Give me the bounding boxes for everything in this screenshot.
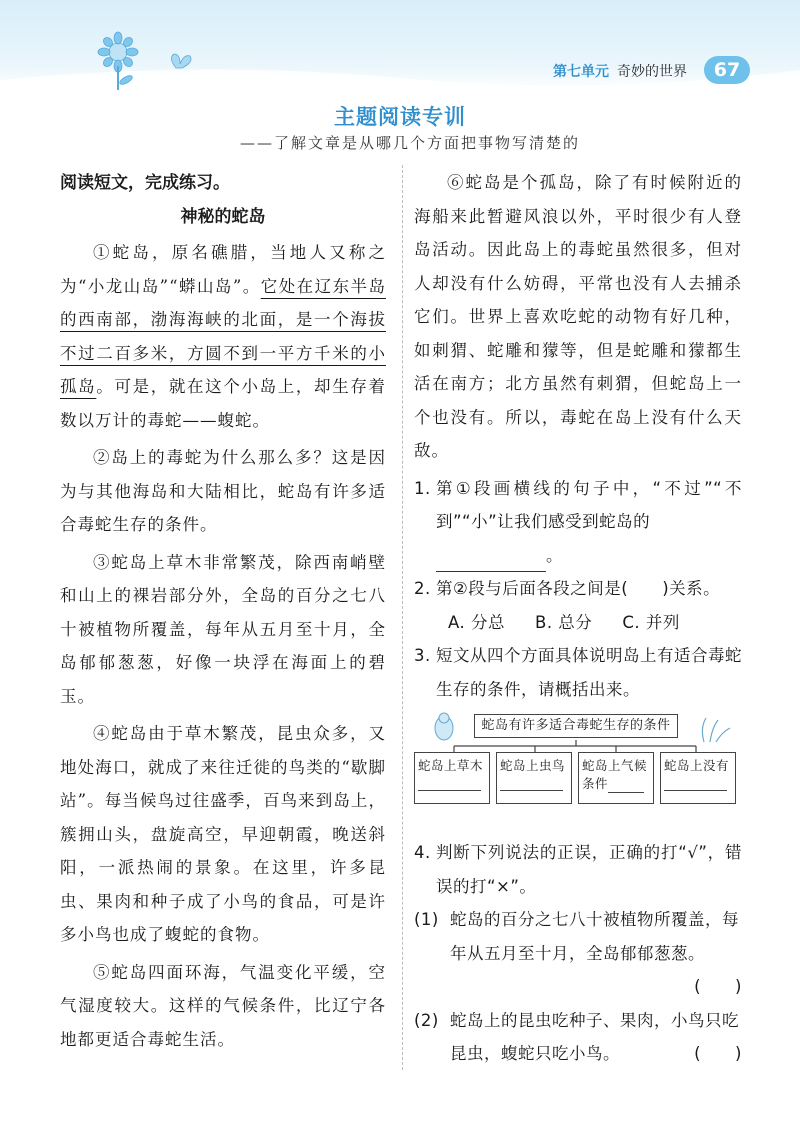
question-4-2 <box>414 1004 742 1071</box>
question-3 <box>414 639 742 832</box>
story-title: 神秘的蛇岛 <box>180 207 266 227</box>
question-2-options <box>414 606 742 640</box>
question-4-1 <box>414 903 742 1004</box>
penguin-icon <box>435 713 453 740</box>
question-4-1-text: 蛇岛的百分之七八十被植物所覆盖，每年从五月至十月，全岛郁郁葱葱。 <box>450 910 739 963</box>
judge-paren-1[interactable]: ( ) <box>694 977 742 996</box>
left-column <box>60 166 386 1060</box>
option-b[interactable]: B. 总分 <box>535 612 593 632</box>
question-4-text: 判断下列说法的正误，正确的打“√”，错误的打“×”。 <box>436 843 742 896</box>
option-c[interactable]: C. 并列 <box>622 612 680 632</box>
question-2 <box>414 572 742 639</box>
paragraph-2: ②岛上的毒蛇为什么那么多？这是因为与其他海岛和大陆相比，蛇岛有许多适合毒蛇生存的条件。 <box>60 448 386 534</box>
judge-paren-2[interactable]: ( ) <box>694 1044 742 1063</box>
paragraph-1 <box>60 236 386 437</box>
paragraph-6: ⑥蛇岛是个孤岛，除了有时候附近的海船来此暂避风浪以外，平时很少有人登岛活动。因此岛上的毒蛇虽然很多，但对人却没有什么妨碍，平常也没有人去捕杀它们。世界上喜欢吃蛇的动物有好几种，如刺猬、蛇雕和獴等，但是蛇雕和獴都生活在南方；北方虽然有刺猬，但蛇岛上一个也没有。所以，毒蛇在岛上没有什么天敌。 <box>414 173 742 460</box>
question-3-number: 3. <box>414 646 431 665</box>
question-1-text: 第①段画横线的句子中，“不过”“不到”“小”让我们感受到蛇岛的 <box>436 478 742 531</box>
question-4-2-text: 蛇岛上的昆虫吃种子、果肉，小鸟只吃昆虫，蝮蛇只吃小鸟。 <box>450 1010 739 1063</box>
option-a[interactable]: A. 分总 <box>448 612 505 632</box>
instruction: 阅读短文，完成练习。 <box>60 173 230 193</box>
unit-heading <box>553 61 687 81</box>
paragraph-3: ③蛇岛上草木非常繁茂，除西南峭壁和山上的裸岩部分外，全岛的百分之七八十被植物所覆盖，每年从五月至十月，全岛郁郁葱葱，好像一块浮在海面上的碧玉。 <box>60 552 386 706</box>
page-title: 主题阅读专训 <box>334 105 466 129</box>
diagram-box-plants[interactable]: 蛇岛上草木 <box>414 752 490 804</box>
diagram-main-box: 蛇岛有许多适合毒蛇生存的条件 <box>474 714 678 738</box>
paragraph-5: ⑤蛇岛四面环海，气温变化平缓，空气湿度较大。这样的气候条件，比辽宁各地都更适合毒蛇生活。 <box>60 962 386 1049</box>
question-1-end: 。 <box>546 545 563 565</box>
page-subtitle: ——了解文章是从哪几个方面把事物写清楚的 <box>240 134 581 152</box>
question-4-2-number: (2) <box>414 1010 439 1030</box>
question-4-number: 4. <box>414 843 431 862</box>
sunflower-butterfly-illustration <box>96 30 206 90</box>
page-number: 67 <box>704 56 750 84</box>
question-4-1-number: (1) <box>414 910 439 929</box>
grass-icon <box>702 718 730 742</box>
condition-diagram <box>414 712 736 832</box>
question-3-text: 短文从四个方面具体说明岛上有适合毒蛇生存的条件，请概括出来。 <box>436 646 742 699</box>
question-2-number: 2. <box>414 579 431 598</box>
answer-blank-1[interactable] <box>436 550 546 572</box>
question-1-number: 1. <box>414 478 431 498</box>
diagram-boxes <box>414 752 736 804</box>
paragraph-1-start: ①蛇岛，原名礁腊，当地人又称之为“小龙山岛”“蟒山岛”。 <box>60 243 386 296</box>
unit-label: 第七单元 <box>553 64 609 80</box>
diagram-box-insects-birds[interactable]: 蛇岛上虫鸟 <box>496 752 572 804</box>
diagram-box-climate[interactable]: 蛇岛上气候 条件 <box>578 752 654 804</box>
right-column <box>414 166 742 1071</box>
question-4 <box>414 836 742 1071</box>
unit-title: 奇妙的世界 <box>617 64 687 80</box>
diagram-box-no-enemies[interactable]: 蛇岛上没有 <box>660 752 736 804</box>
underlined-sentence: 它处在辽东半岛的西南部，渤海海峡的北面，是一个海拔不过二百多米，方圆不到一平方千米的小孤岛 <box>60 276 387 396</box>
paragraph-1-end: 。可是，就在这个小岛上，却生存着数以万计的毒蛇——蝮蛇。 <box>60 377 387 430</box>
paragraph-4: ④蛇岛由于草木繁茂，昆虫众多，又地处海口，就成了来往迁徙的鸟类的“歇脚站”。每当候鸟过往盛季，百鸟来到岛上，簇拥山头，盘旋高空，早迎朝霞，晚送斜阳，一派热闹的景象。在这里，许多昆虫、果肉和种子成了小鸟的食品，可是许多小鸟也成了蝮蛇的食物。 <box>60 724 386 944</box>
question-1 <box>414 472 742 573</box>
column-divider <box>402 165 403 1070</box>
question-2-text: 第②段与后面各段之间是( )关系。 <box>436 579 721 598</box>
